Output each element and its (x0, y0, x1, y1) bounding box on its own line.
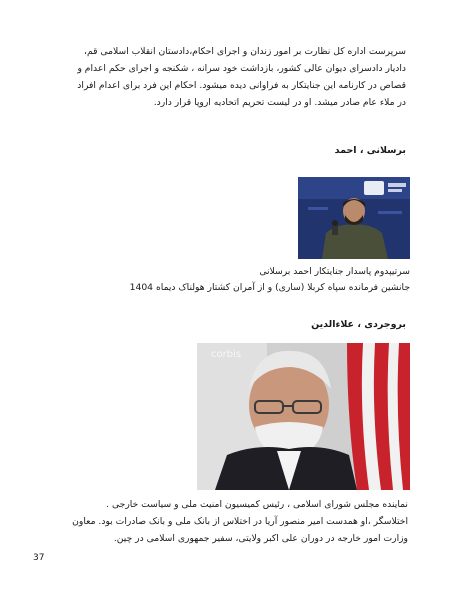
portrait-photo-2 (197, 343, 410, 490)
portrait-photo-1 (298, 177, 410, 259)
entry-1-caption-line-1: سرتیپدوم پاسدار جنایتکار احمد برسلانی (259, 266, 410, 277)
entry-1-caption-line-2: جانشین فرمانده سپاه کربلا (ساری) و از آمران کشتار هولناک دیماه 1404 (129, 282, 410, 293)
entry-heading-1: برسلانی ، احمد (334, 145, 406, 156)
entry-heading-2: بروجردی ، علاءالدین (311, 319, 406, 330)
intro-paragraph: سرپرست اداره کل نظارت بر امور زندان و اجرای احکام،دادستان انقلاب اسلامی قم، دادیار دادسرای دیوان عالی کشور، بازداشت خود سرانه ، شکنجه و اجرای حکم اعدام و قصاص در کارنامه این جنایتکار به فراوانی دیده میشود. احکام این فرد برای اعدام افراد در ملاء عام صادر میشد. او در لیست تحریم اتحادیه اروپا قرار دارد. (77, 46, 406, 108)
page-number: 37 (33, 553, 45, 563)
watermark-text: corbis (211, 349, 242, 360)
entry-2-description: نماینده مجلس شورای اسلامی ، رئیس کمیسیون امنیت ملی و سیاست خارجی . اختلاسگر ،او همدست امیر منصور آریا در اختلاس از بانک ملی و بانک صادرات بود. معاون وزارت امور خارجه در دوران علی اکبر ولایتی، سفیر جمهوری اسلامی در چین. (72, 499, 408, 544)
